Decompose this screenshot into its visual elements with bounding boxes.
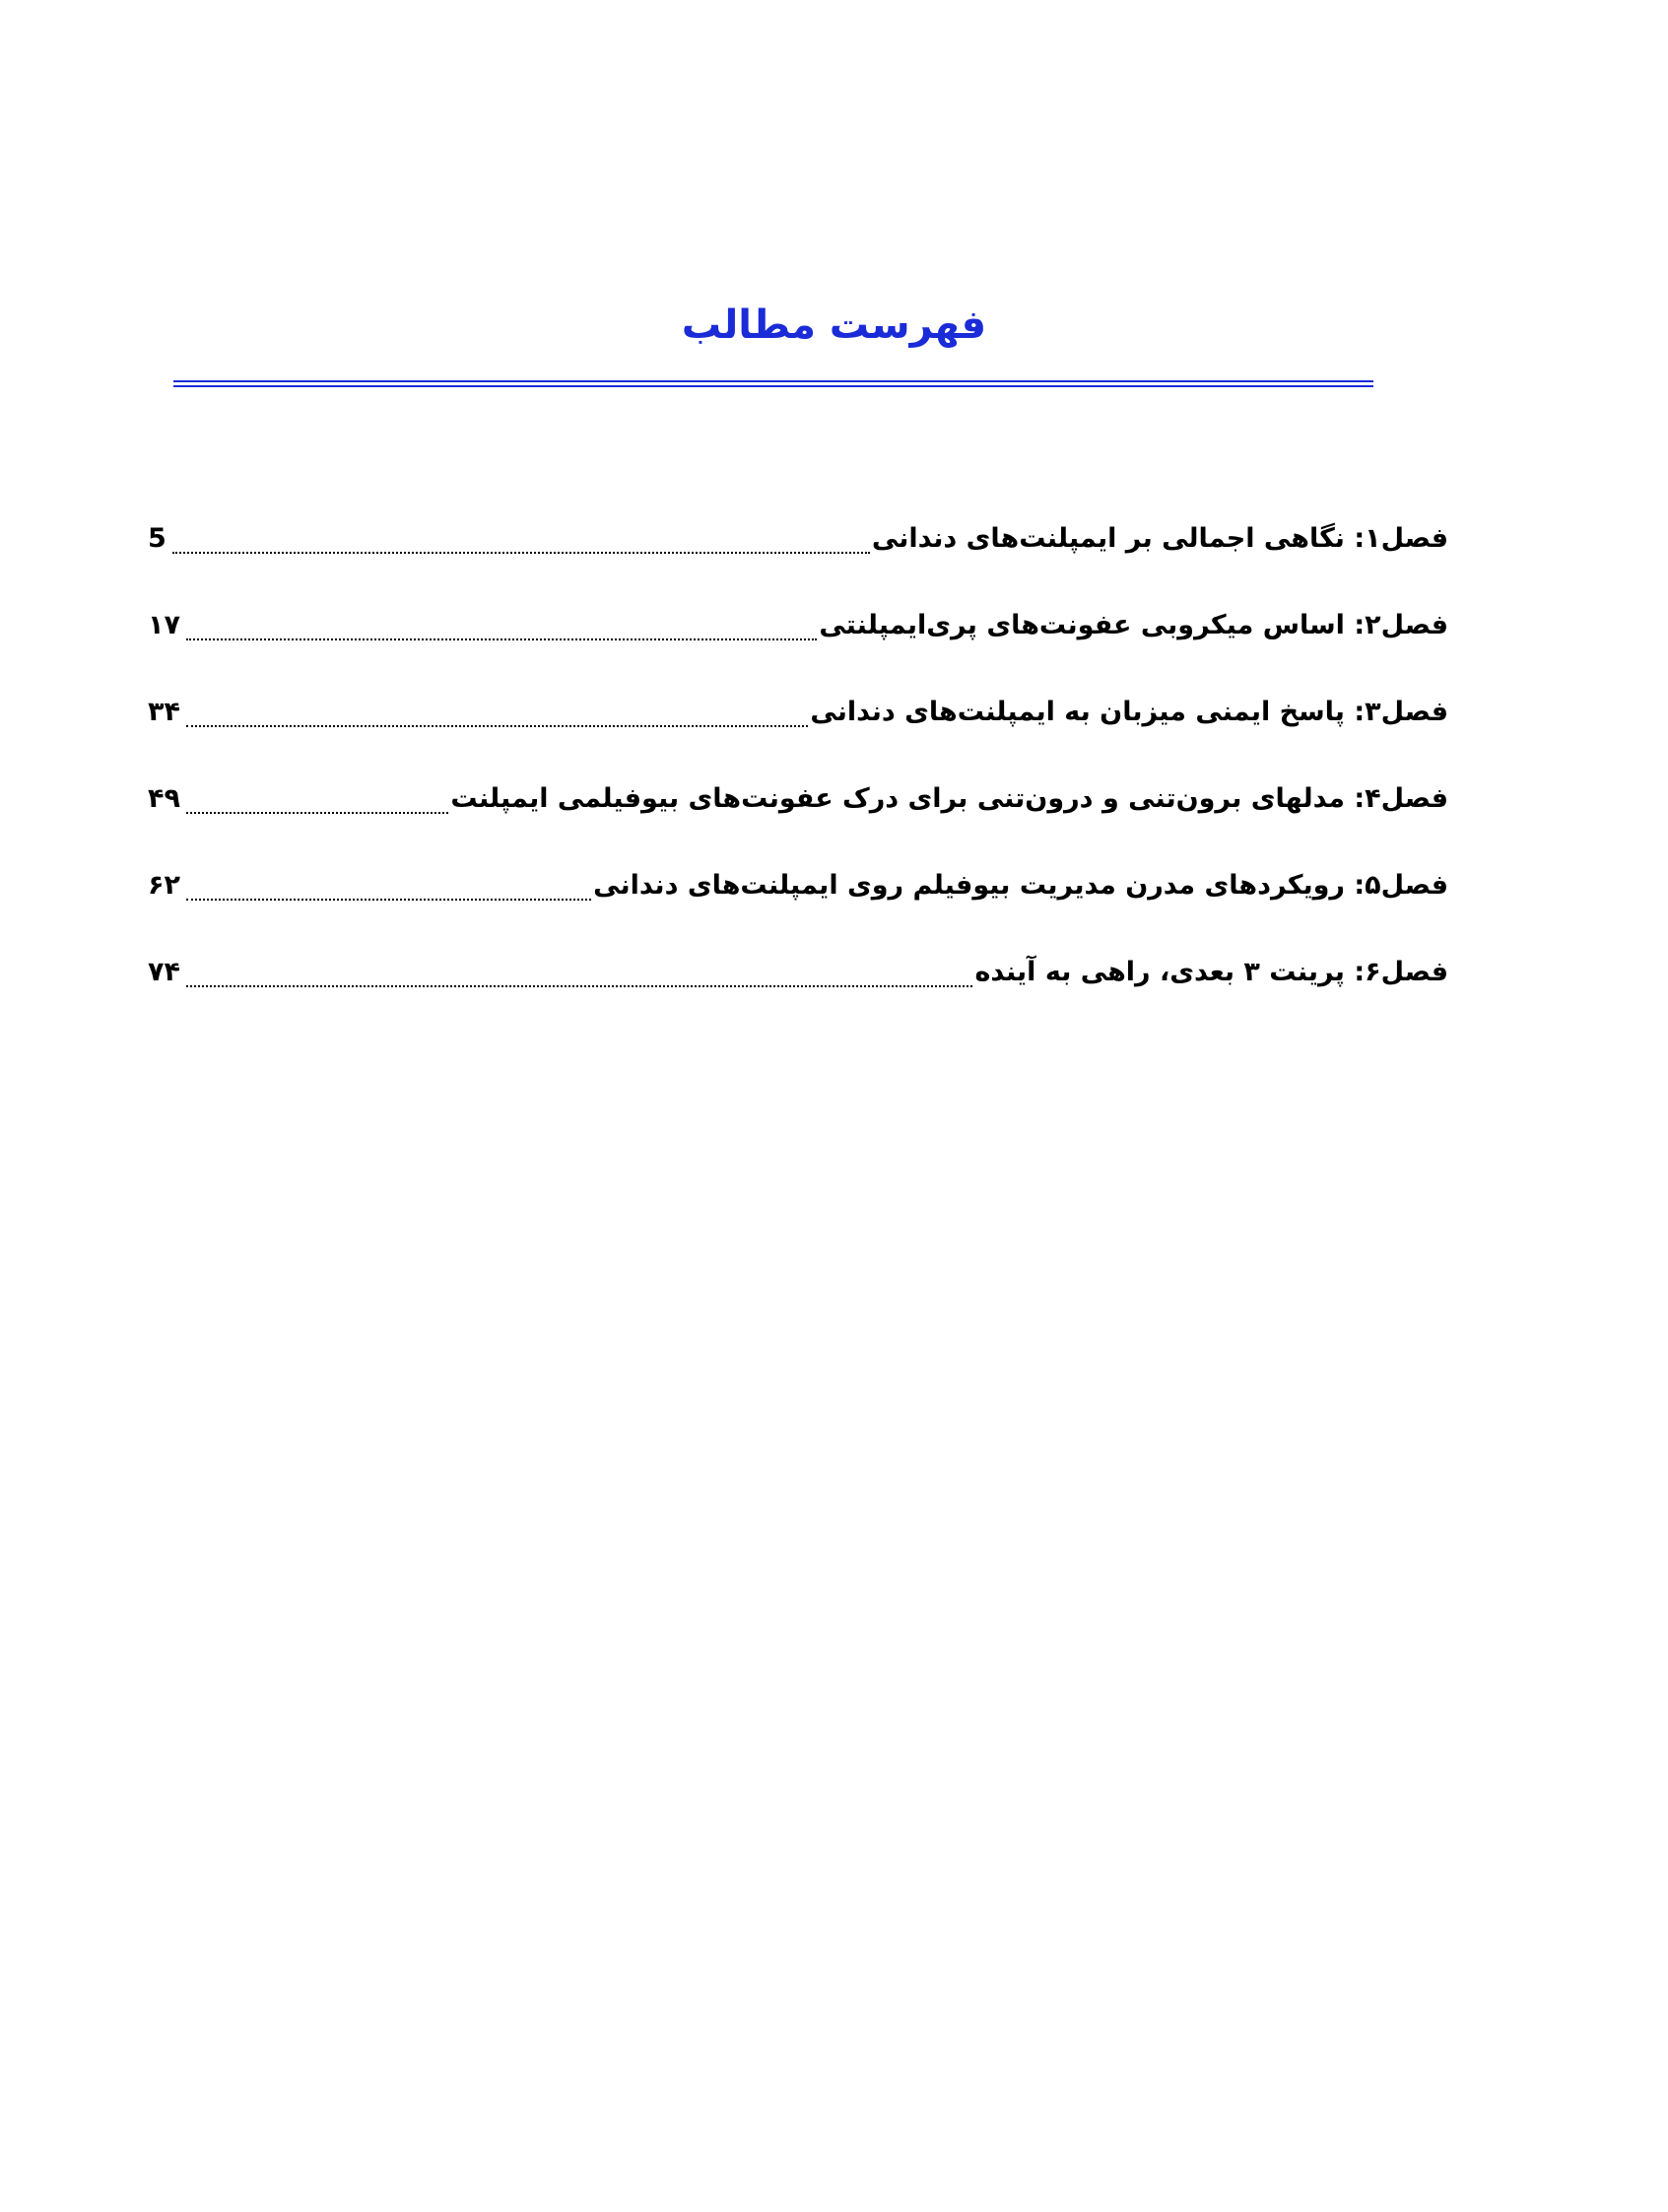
toc-chapter-title: فصل۲: اساس میکروبی عفونت‌های پری‌ایمپلنتی bbox=[819, 610, 1448, 640]
title-divider bbox=[173, 380, 1373, 387]
toc-chapter-title: فصل۴: مدلهای برون‌تنی و درون‌تنی برای درک عفونت‌های بیوفیلمی ایمپلنت bbox=[450, 783, 1448, 814]
toc-entry-1[interactable] bbox=[148, 514, 1448, 564]
toc-entry-4[interactable] bbox=[148, 774, 1448, 824]
dot-leader bbox=[172, 514, 870, 564]
dot-leader bbox=[186, 601, 817, 650]
toc-entry-3[interactable] bbox=[148, 688, 1448, 737]
toc-page-number: ۷۴ bbox=[148, 957, 180, 987]
toc-page-number: 5 bbox=[148, 523, 167, 554]
toc-chapter-title: فصل۵: رویکردهای مدرن مدیریت بیوفیلم روی ایمپلنت‌های دندانی bbox=[593, 870, 1448, 901]
toc-entry-2[interactable] bbox=[148, 601, 1448, 650]
toc-chapter-title: فصل۳: پاسخ ایمنی میزبان به ایمپلنت‌های دندانی bbox=[810, 697, 1448, 727]
toc-page-number: ۶۲ bbox=[148, 870, 180, 901]
toc-chapter-title: فصل۶: پرینت ۳ بعدی، راهی به آینده bbox=[974, 957, 1448, 987]
toc-page-number: ۱۷ bbox=[148, 610, 180, 640]
toc-chapter-title: فصل۱: نگاهی اجمالی بر ایمپلنت‌های دندانی bbox=[871, 523, 1448, 554]
toc-entry-6[interactable] bbox=[148, 948, 1448, 997]
toc-page-number: ۳۴ bbox=[148, 697, 180, 727]
toc-page-number: ۴۹ bbox=[148, 783, 180, 814]
dot-leader bbox=[186, 774, 448, 824]
page-title: فهرست مطالب bbox=[681, 302, 987, 348]
toc-entry-5[interactable] bbox=[148, 861, 1448, 910]
dot-leader bbox=[186, 948, 973, 997]
dot-leader bbox=[186, 861, 591, 910]
dot-leader bbox=[186, 688, 808, 737]
